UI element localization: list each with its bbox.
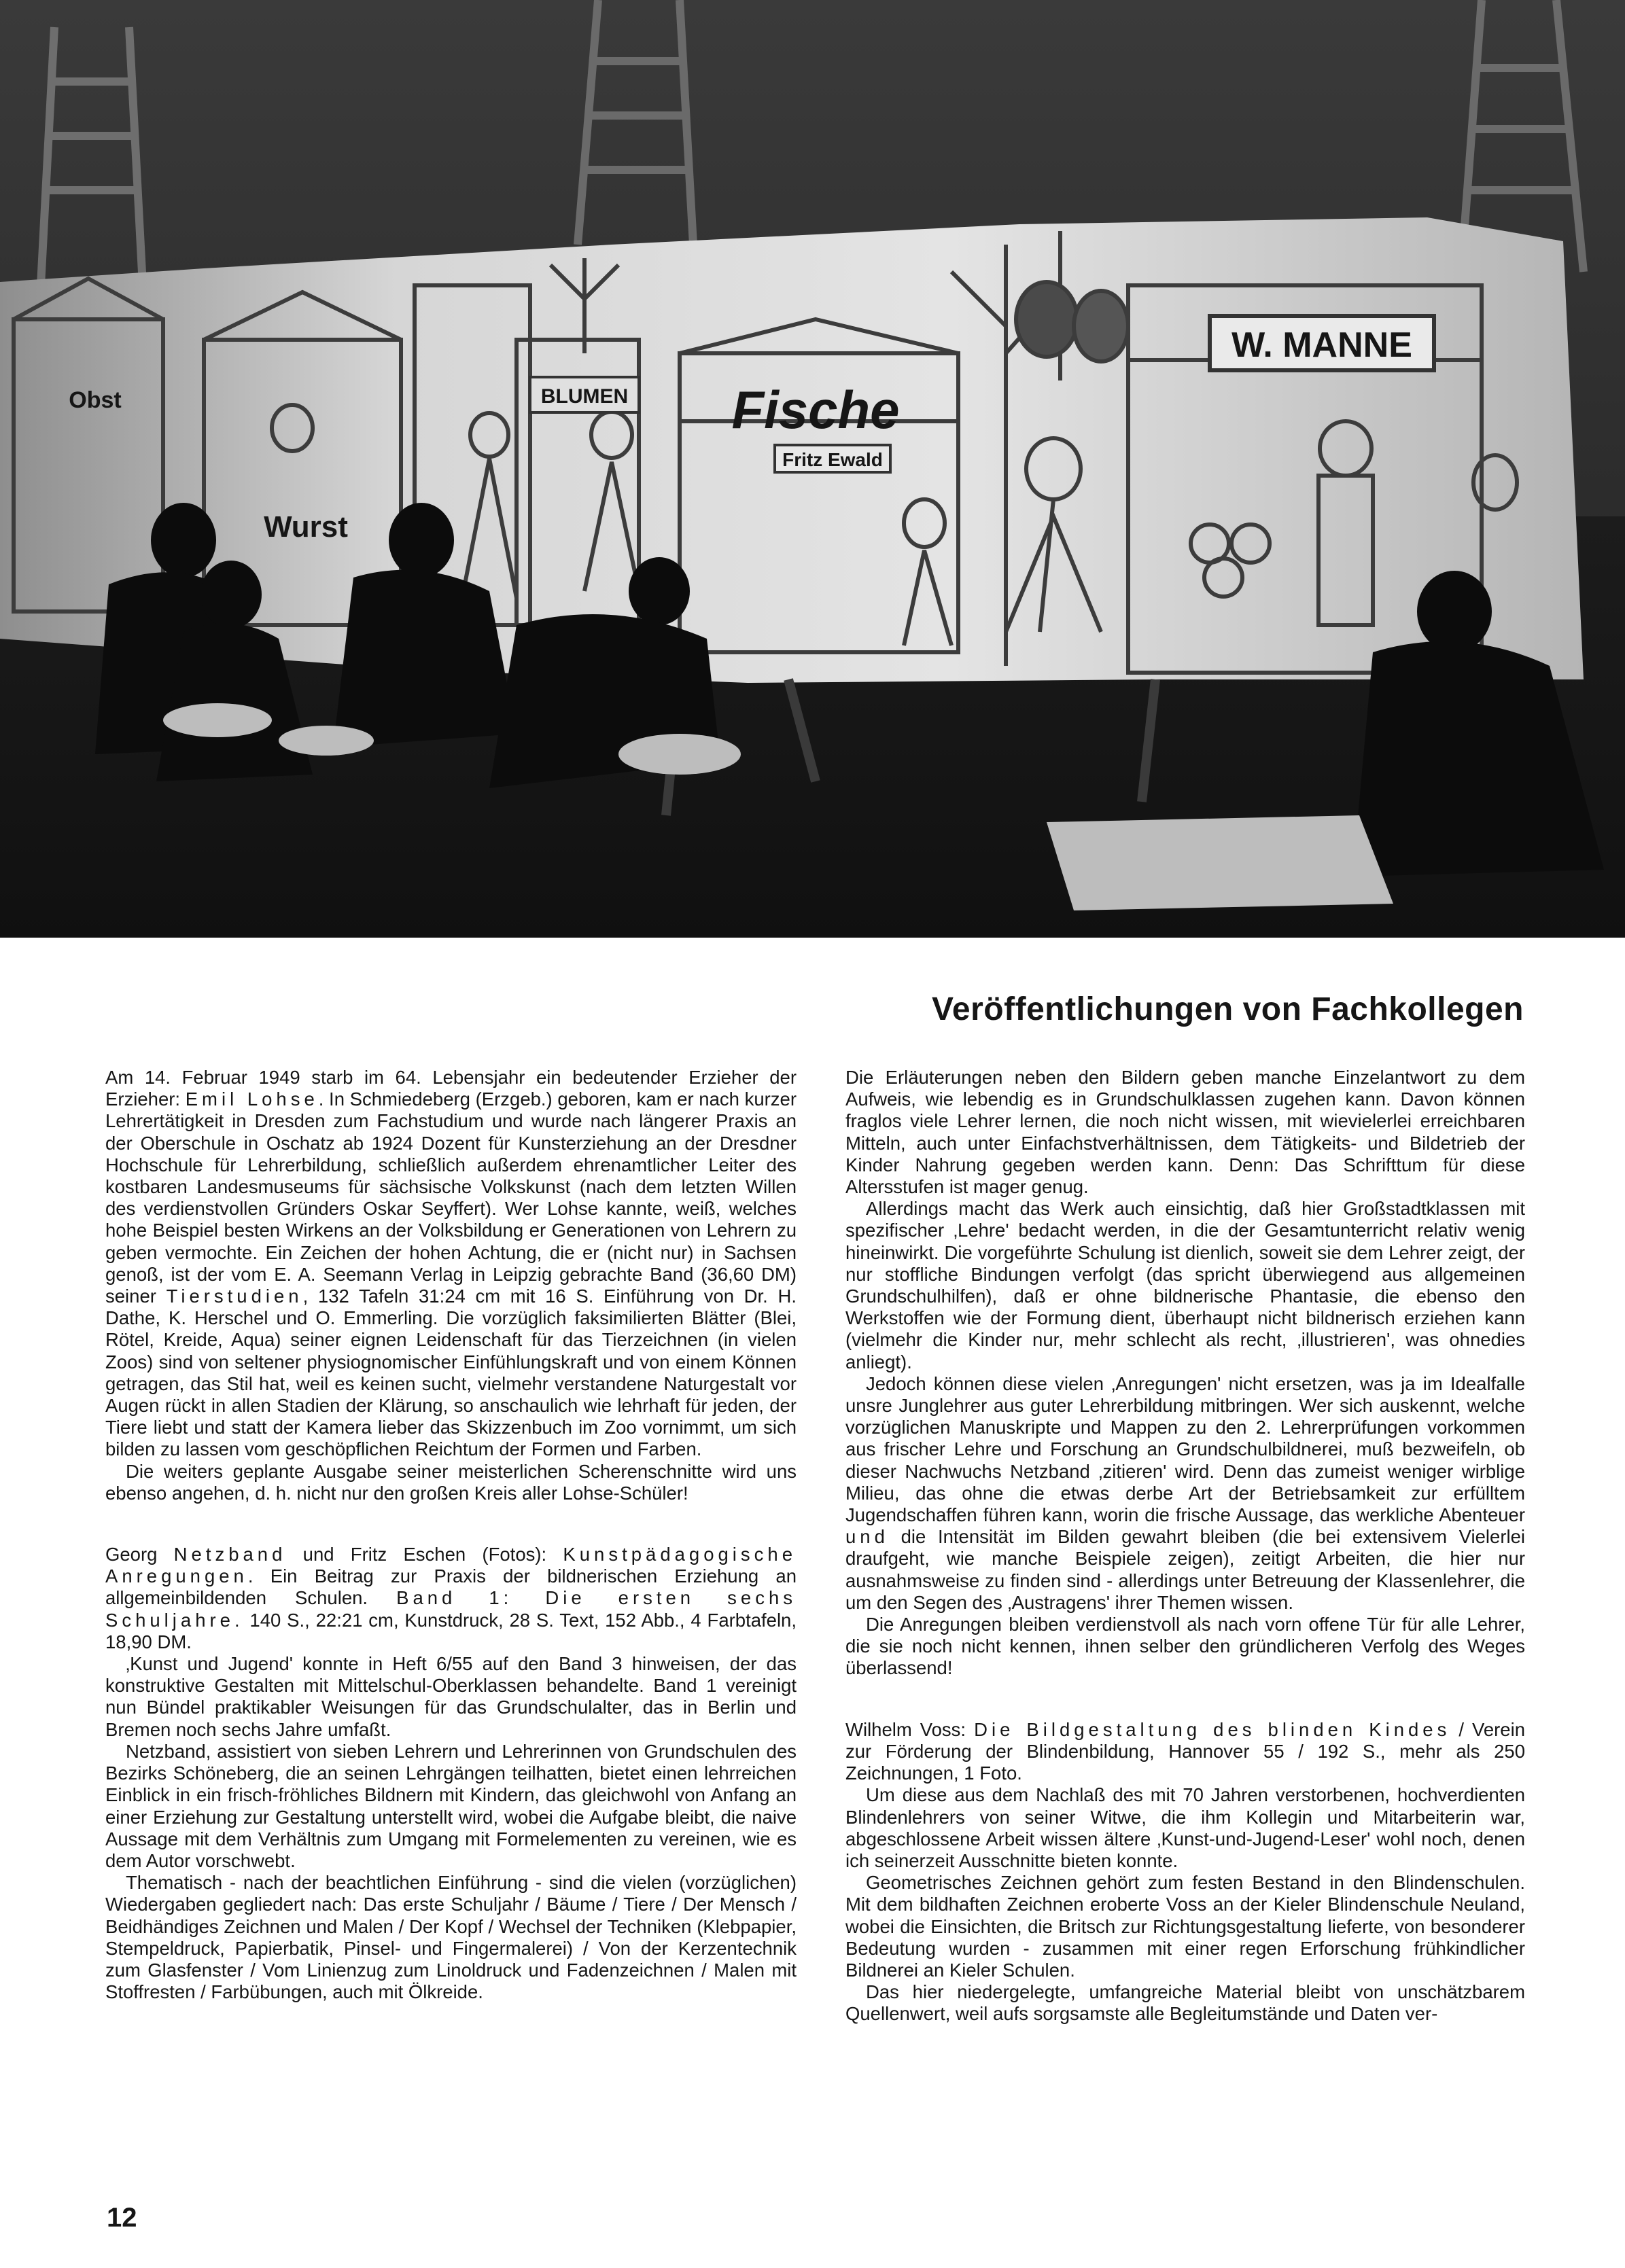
sign-blumen: BLUMEN [540,385,629,408]
voss-review-heading: Wilhelm Voss: Die Bildgestaltung des blinden Kindes / Verein zur Förderung der Blindenbildung, Hannover 55 / 192 S., mehr als 250 Zeichnungen, 1 Foto. [845,1718,1525,1784]
netzband-review-heading: Georg Netzband und Fritz Eschen (Fotos): Kunstpädagogische Anregungen. Ein Beitrag zur Praxis der bildnerischen Erziehung an allgemeinbildenden Schulen. Band 1: Die ersten sechs Schuljahre. 140 S., 22:21 cm, Kunstdruck, 28 S. Text, 152 Abb., 4 Farbtafeln, 18,90 DM. [105,1544,797,1652]
section-headline: Veröffentlichungen von Fachkollegen [932,991,1524,1027]
obituary-paragraph-2: Die weiters geplante Ausgabe seiner meisterlichen Scherenschnitte wird uns ebenso angehen, d. h. nicht nur den großen Kreis aller Lohse-Schüler! [105,1460,797,1504]
netzband-cont-paragraph-2: Allerdings macht das Werk auch einsichtig, daß hier Großstadtklassen mit spezifischer ‚Lehre' bedacht werden, in die der Gesamtunterricht relativ wenig hineinwirkt. Die vorgeführte Schulung ist dienlich, soweit sie dem Lehrer zeigt, der nur stoffliche Bindungen verfolgt (das spricht überwiegend aus allgemeinen Grundschulhilfen), daß er ohne bildnerische Phantasie, die ebenso den Werkstoffen wie der Formung dient, überhaupt nicht bildnerisch erziehen kann (vielmehr die Kinder nur, mehr schlecht als recht, ‚illustrieren', was ohnedies anliegt). [845,1198,1525,1372]
voss-paragraph-3: Geometrisches Zeichnen gehört zum festen Bestand in den Blindenschulen. Mit dem bildhaften Zeichnen eroberte Voss an der Kieler Blindenschule Neuland, wobei die Einsichten, die Britsch zur Richtungsgestaltung lieferte, von besonderer Bedeutung wurden - zusammen mit einer regen Erforschung frühkindlicher Bildnerei an Kieler Schulen. [845,1872,1525,1981]
mural-photo [0,0,1625,944]
voss-paragraph-2: Um diese aus dem Nachlaß des mit 70 Jahren verstorbenen, hochverdienten Blindenlehrers von seiner Witwe, die ihm Kollegin und Mitarbeiterin war, abgeschlossene Arbeit wissen ältere ‚Kunst-und-Jugend-Leser' wohl noch, denen ich seinerzeit Ausschnitte bieten konnte. [845,1784,1525,1871]
netzband-paragraph-3: Netzband, assistiert von sieben Lehrern und Lehrerinnen von Grundschulen des Bezirks Schöneberg, die an seinen Lehrgängen teilhatten, bietet einen lehrreichen Einblick in ein frisch-fröhliches Bildnern mit Kindern, das gleichwohl von Anfang an einer Erziehung zur Gestaltung unterstellt wird, wobei die Aufgabe bleibt, die naive Aussage mit dem Verhältnis zum Umgang mit Formelementen zu vereinen, wie es dem Autor vorschwebt. [105,1740,797,1871]
sign-fritz-ewald: Fritz Ewald [782,449,883,470]
page-number: 12 [107,2203,137,2233]
netzband-cont-paragraph-1: Die Erläuterungen neben den Bildern geben manche Einzelantwort zu dem Aufweis, wie lebendig es in Grundschulklassen zugehen kann. Davon können fraglos viele Lehrer lernen, die noch nicht wissen, mit wievielerlei erreichbaren Mitteln, auch unter Einfachstverhältnissen, dem Tätigkeits- und Bildetrieb der Kinder Nahrung gegeben werden kann. Denn: Das Schrifttum für diese Altersstufen ist mager genug. [845,1067,1525,1198]
netzband-paragraph-2: ‚Kunst und Jugend' konnte in Heft 6/55 auf den Band 3 hinweisen, der das konstruktive Gestalten mit Mittelschul-Oberklassen behandelte. Band 1 vereinigt nun Bündel praktikabler Weisungen für das Grundschulalter, das in Berlin und Bremen noch sechs Jahre umfaßt. [105,1653,797,1740]
left-column [105,1067,797,2003]
right-column [845,1067,1525,2025]
sign-w-manne: W. MANNE [1231,325,1412,365]
obituary-paragraph: Am 14. Februar 1949 starb im 64. Lebensjahr ein bedeutender Erzieher der Erzieher: Emil Lohse. In Schmiedeberg (Erzgeb.) geboren, kam er nach kurzer Lehrertätigkeit in Dresden zum Fachstudium und wurde nach längerer Praxis an der Oberschule in Oschatz ab 1924 Dozent für Kunsterziehung an der Dresdner Hochschule für Lehrerbildung, schließlich außerdem ehrenamtlicher Leiter des kostbaren Landesmuseums für sächsische Volkskunst (nach dem letzten Willen des verdienstvollen Gründers Oskar Seyffert). Wer Lohse kannte, weiß, welches hohe Beispiel besten Wirkens an der Volksbildung er Generationen von Lehrern zu geben vermochte. Ein Zeichen der hohen Achtung, die er (nicht nur) in Sachsen genoß, ist der vom E. A. Seemann Verlag in Leipzig gebrachte Band (36,60 DM) seiner Tierstudien, 132 Tafeln 31:24 cm mit 16 S. Einführung von Dr. H. Dathe, K. Herschel und O. Emmerling. Die vorzüglich faksimilierten Blätter (Blei, Rötel, Kreide, Aqua) seiner eignen Leidenschaft für das Tierzeichnen (in vielen Zoos) sind von seltener physiognomischer Einfühlungskraft und von einem Können getragen, das Stil hat, weil es keinen sucht, vielmehr verstandene Naturgestalt vor Augen rückt in allen Stadien der Klärung, so anschaulich wie lehrhaft für jeden, der Tiere liebt und statt der Kamera lieber das Skizzenbuch im Zoo vornimmt, um sich bilden zu lassen vom geschöpflichen Reichtum der Formen und Farben. [105,1067,797,1460]
sign-obst: Obst [69,387,122,413]
netzband-cont-paragraph-3: Jedoch können diese vielen ‚Anregungen' nicht ersetzen, was ja im Idealfalle unsre Junglehrer aus guter Lehrerbildung mitbringen. Wer sich auskennt, welche vorzüglichen Manuskripte und Mappen zu den 2. Lehrerprüfungen vorkommen aus frischer Lehre und Forschung an Grundschulbildnerei, muß bezweifeln, ob dieser Nachwuchs Netzband ‚zitieren' wird. Denn das zumeist weniger wirblige Milieu, das ohne die etwas derbe Art der Betriebsamkeit zur erfülltem Jugendschaffen führen kann, worin die frische Aussage, das werkliche Abenteuer und die Intensität im Bilden gewahrt bleiben (die bei extensivem Vielerlei draufgeht, wie manche Beispiele zeigen), zeitigt Arbeiten, die hier nur ausnahmsweise zu finden sind - allerdings unter Betreuung der Klassenlehrer, die um den Segen des ‚Austragens' ihrer Themen wissen. [845,1372,1525,1613]
netzband-paragraph-4: Thematisch - nach der beachtlichen Einführung - sind die vielen (vorzüglichen) Wiedergaben gegliedert nach: Das erste Schuljahr / Bäume / Tiere / Der Mensch / Beidhändiges Zeichnen und Malen / Der Kopf / Wechsel der Techniken (Klebpapier, Stempeldruck, Papierbatik, Pinsel- und Fingermalerei) / Von der Kerzentechnik zum Glasfenster / Vom Linienzug zum Linoldruck und Fadenzeichnen / Malen mit Stoffresten / Farbübungen, auch mit Ölkreide. [105,1872,797,2003]
netzband-cont-paragraph-4: Die Anregungen bleiben verdienstvoll als nach vorn offene Tür für alle Lehrer, die sie noch nicht kennen, ihnen selber den gründlicheren Verfolg des Weges überlassend! [845,1614,1525,1679]
sign-fische: Fische [731,380,900,440]
sign-wurst: Wurst [264,510,348,544]
voss-paragraph-4: Das hier niedergelegte, umfangreiche Material bleibt von unschätzbarem Quellenwert, weil aufs sorgsamste alle Begleitumstände und Daten ver- [845,1981,1525,2025]
